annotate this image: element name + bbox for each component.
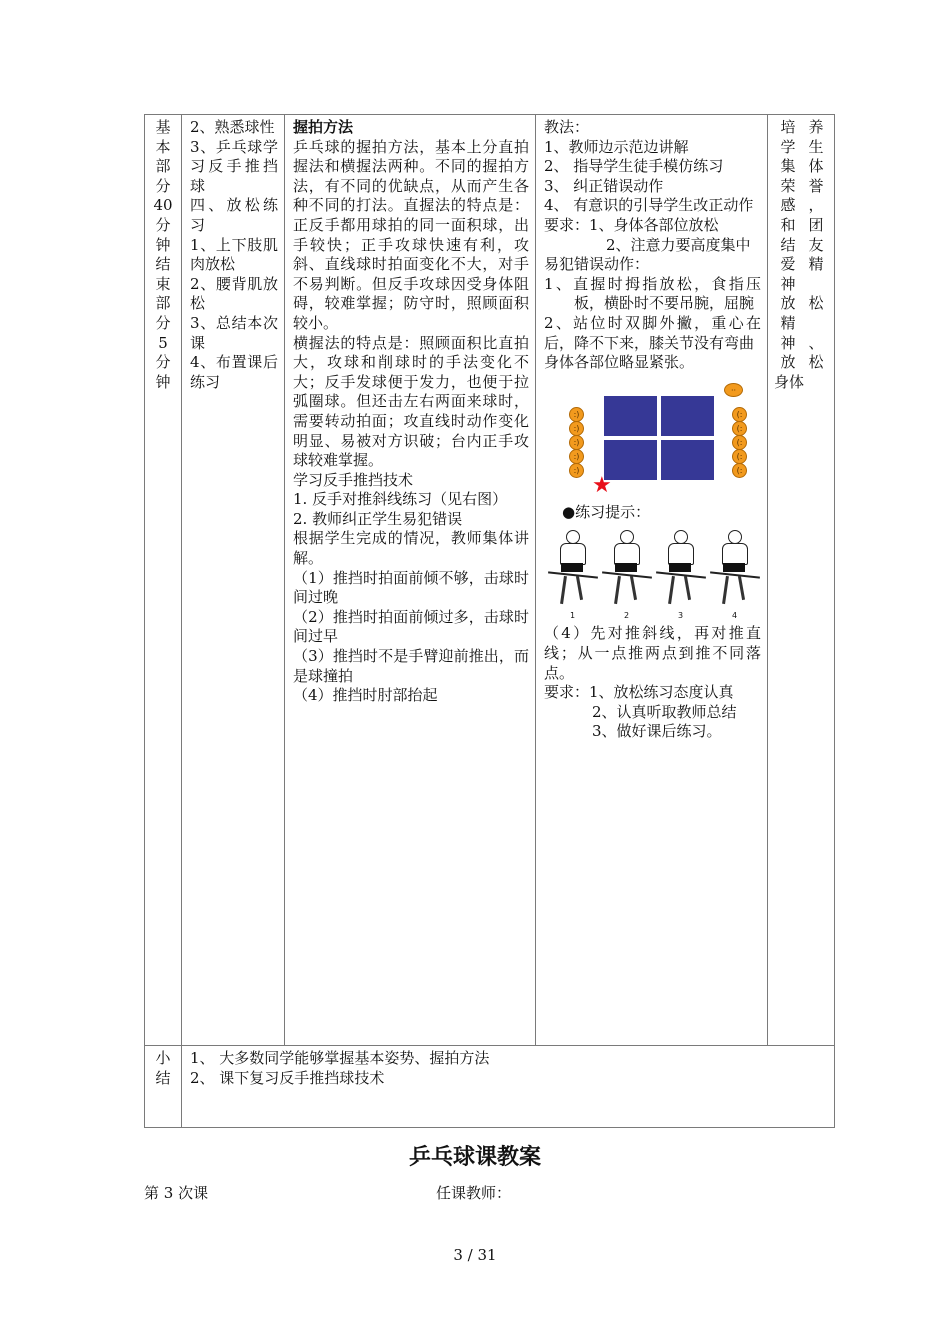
summary-label-char: 结 bbox=[155, 1068, 171, 1087]
goal-char: 结 bbox=[780, 235, 796, 254]
page-title: 乒乓球课教案 bbox=[408, 1145, 541, 1170]
requirement-item: 1、身体各部位放松 bbox=[589, 215, 719, 234]
player-figure bbox=[602, 528, 652, 621]
method-paragraph: 学习反手推挡技术 bbox=[293, 470, 414, 489]
teaching-method-item: 2、 指导学生徒手模仿练习 bbox=[544, 157, 724, 176]
content-item: 3、乒乓球学习反手推挡球 bbox=[190, 137, 278, 195]
method-paragraph: 1. 反手对推斜线练习（见右图） bbox=[293, 490, 508, 509]
player-figure bbox=[656, 528, 706, 621]
content-cell bbox=[182, 115, 285, 1046]
goal-char: 感 bbox=[780, 196, 796, 215]
player-figure bbox=[548, 528, 598, 621]
player-icon: :) bbox=[569, 435, 584, 450]
section-label-char: 结 bbox=[155, 255, 171, 274]
goal-char: 和 bbox=[780, 215, 796, 234]
section-label-char: 40 bbox=[153, 196, 173, 215]
backhand-push-illustration bbox=[548, 528, 760, 621]
section-label-char: 钟 bbox=[155, 372, 171, 391]
content-item: 3、总结本次课 bbox=[190, 313, 278, 352]
requirement2-item: 3、做好课后练习。 bbox=[592, 722, 722, 741]
practice-tip-label: ●练习提示： bbox=[562, 502, 651, 521]
section-label-char: 钟 bbox=[155, 235, 171, 254]
section-label-char: 分 bbox=[155, 353, 171, 372]
goal-char: 誉 bbox=[808, 176, 824, 195]
goal-char: 荣 bbox=[780, 176, 796, 195]
method-paragraph: （3）推挡时不是手臂迎前推出，而是球撞拍 bbox=[293, 647, 529, 685]
content-item: 2、熟悉球性 bbox=[190, 118, 275, 136]
requirements-label: 要求： bbox=[544, 215, 590, 234]
teaching-method-item: 4、 有意识的引导学生改正动作 bbox=[544, 196, 754, 215]
summary-label-cell bbox=[145, 1046, 182, 1128]
error-item: 1、直握时拇指放松，食指压板，横卧时不要吊腕，屈腕 bbox=[544, 274, 761, 313]
goal-char: 友 bbox=[808, 235, 824, 254]
section-label-char: 束 bbox=[155, 274, 171, 293]
player-icon: :) bbox=[569, 449, 584, 464]
figure-number: 4 bbox=[732, 611, 738, 621]
method-heading: 握拍方法 bbox=[293, 118, 354, 136]
teaching-cell bbox=[536, 115, 768, 1046]
error-item: 身体各部位略显紧张。 bbox=[544, 353, 695, 372]
teaching-method-item: 1、教师边示范边讲解 bbox=[544, 137, 689, 156]
section-label-char: 基 bbox=[155, 118, 171, 136]
method-paragraph: （2）推挡时拍面前倾过多，击球时间过早 bbox=[293, 607, 529, 646]
goal-text bbox=[774, 118, 830, 392]
star-icon: ★ bbox=[592, 472, 612, 498]
content-item: 4、布置课后练习 bbox=[190, 353, 278, 391]
error-item: 2、站位时双脚外撇，重心在后，降不下来，膝关节没有弯曲 bbox=[544, 313, 761, 352]
teacher-label: 任课教师： bbox=[436, 1184, 512, 1202]
method-paragraph: 横握法的特点是：照顾面积比直拍大，攻球和削球时的手法变化不大；反手发球便于发力，也便于拉弧圈球。但还击左右两面来球时，需要转动拍面；攻直线时动作变化明显、易被对方识破；台内正手攻球较难掌握。 bbox=[293, 333, 529, 470]
method-paragraph: （1）推挡时拍面前倾不够，击球时间过晚 bbox=[293, 568, 529, 607]
goal-char: 松 bbox=[808, 353, 824, 372]
goal-char: 养 bbox=[808, 118, 824, 136]
content-item: 1、上下肢肌肉放松 bbox=[190, 235, 278, 274]
goal-char: 身体 bbox=[774, 372, 805, 391]
requirement2-item: 2、认真听取教师总结 bbox=[592, 702, 737, 721]
content-item: 四、放松练习 bbox=[190, 196, 278, 234]
section-label-char: 本 bbox=[155, 137, 171, 156]
player-icon: (: bbox=[732, 435, 747, 450]
goal-char bbox=[802, 275, 830, 295]
practice-note: （4）先对推斜线，再对推直线；从一点推两点到推不同落点。 bbox=[544, 624, 761, 682]
summary-content-cell bbox=[182, 1046, 835, 1128]
table-quadrant bbox=[604, 396, 657, 436]
goal-char: 神 bbox=[780, 274, 796, 293]
player-icon: :) bbox=[569, 463, 584, 478]
player-icon: (: bbox=[732, 407, 747, 422]
method-cell bbox=[285, 115, 536, 1046]
player-figure bbox=[710, 528, 760, 621]
errors-label: 易犯错误动作： bbox=[544, 255, 650, 274]
goal-char: 神 bbox=[780, 333, 796, 352]
content-item: 2、腰背肌放松 bbox=[190, 274, 278, 313]
lesson-plan-table bbox=[144, 114, 835, 1128]
section-label-char: 分 bbox=[155, 176, 171, 195]
requirement2-item: 1、放松练习态度认真 bbox=[589, 683, 734, 702]
summary-item: 2、 课下复习反手推挡球技术 bbox=[190, 1068, 385, 1087]
goal-char bbox=[802, 314, 830, 334]
section-label-char: 分 bbox=[155, 313, 171, 332]
goal-char: 、 bbox=[808, 333, 824, 352]
goal-char: 体 bbox=[808, 157, 824, 176]
method-paragraph: 2. 教师纠正学生易犯错误 bbox=[293, 509, 463, 528]
player-icon: (: bbox=[732, 421, 747, 436]
page-indicator: 3 / 31 bbox=[453, 1246, 497, 1264]
method-paragraph: 乒乓球的握拍方法，基本上分直拍握法和横握法两种。不同的握拍方法，有不同的优缺点，从而产生各种不同的打法。直握法的特点是：正反手都用球拍的同一面积球，出手较快；正手攻球快速有利，攻斜、直线球时拍面变化不大，对手不易判断。但反手攻球因受身体阻碍，较难掌握；防守时，照顾面积较小。 bbox=[293, 137, 529, 332]
player-icon: ·· bbox=[724, 383, 743, 397]
goal-char: 放 bbox=[780, 294, 796, 313]
goal-char: 爱 bbox=[780, 255, 796, 274]
goal-char: 松 bbox=[808, 294, 824, 313]
main-section-row bbox=[145, 115, 835, 1046]
figure-number: 1 bbox=[570, 611, 576, 621]
requirement-item: 2、注意力要高度集中 bbox=[606, 235, 751, 254]
table-quadrant bbox=[661, 396, 714, 436]
section-label-char: 部 bbox=[155, 157, 171, 176]
teaching-method-label: 教法： bbox=[544, 118, 590, 136]
lesson-number: 第 3 次课 bbox=[144, 1184, 209, 1202]
player-icon: :) bbox=[569, 421, 584, 436]
goal-char: 团 bbox=[808, 215, 824, 234]
section-label-char: 分 bbox=[155, 215, 171, 234]
goal-char: 放 bbox=[780, 353, 796, 372]
goal-char: 生 bbox=[808, 137, 824, 156]
method-paragraph: （4）推挡时肘部抬起 bbox=[293, 686, 438, 705]
section-label-cell bbox=[145, 115, 182, 1046]
player-icon: :) bbox=[569, 407, 584, 422]
practice-drill-diagram bbox=[564, 383, 774, 498]
table-quadrant bbox=[661, 440, 714, 480]
requirements2-label: 要求： bbox=[544, 683, 590, 702]
summary-label-char: 小 bbox=[155, 1049, 171, 1067]
goal-char: 学 bbox=[780, 137, 796, 156]
figure-number: 3 bbox=[678, 611, 684, 621]
goal-char: 培 bbox=[780, 118, 796, 136]
figure-number: 2 bbox=[624, 611, 630, 621]
goal-cell bbox=[768, 115, 835, 1046]
summary-item: 1、 大多数同学能够掌握基本姿势、握拍方法 bbox=[190, 1049, 490, 1067]
player-icon: (: bbox=[732, 463, 747, 478]
teaching-method-item: 3、 纠正错误动作 bbox=[544, 176, 664, 195]
method-paragraph: 根据学生完成的情况，教师集体讲解。 bbox=[293, 529, 529, 568]
table-quadrant bbox=[604, 440, 657, 480]
goal-char: ， bbox=[808, 196, 824, 215]
section-label-char: 部 bbox=[155, 294, 171, 313]
goal-char: 精 bbox=[780, 313, 796, 332]
summary-row bbox=[145, 1046, 835, 1128]
goal-char: 集 bbox=[780, 157, 796, 176]
goal-char: 精 bbox=[808, 255, 824, 274]
player-icon: (: bbox=[732, 449, 747, 464]
section-label-char: 5 bbox=[158, 333, 168, 352]
